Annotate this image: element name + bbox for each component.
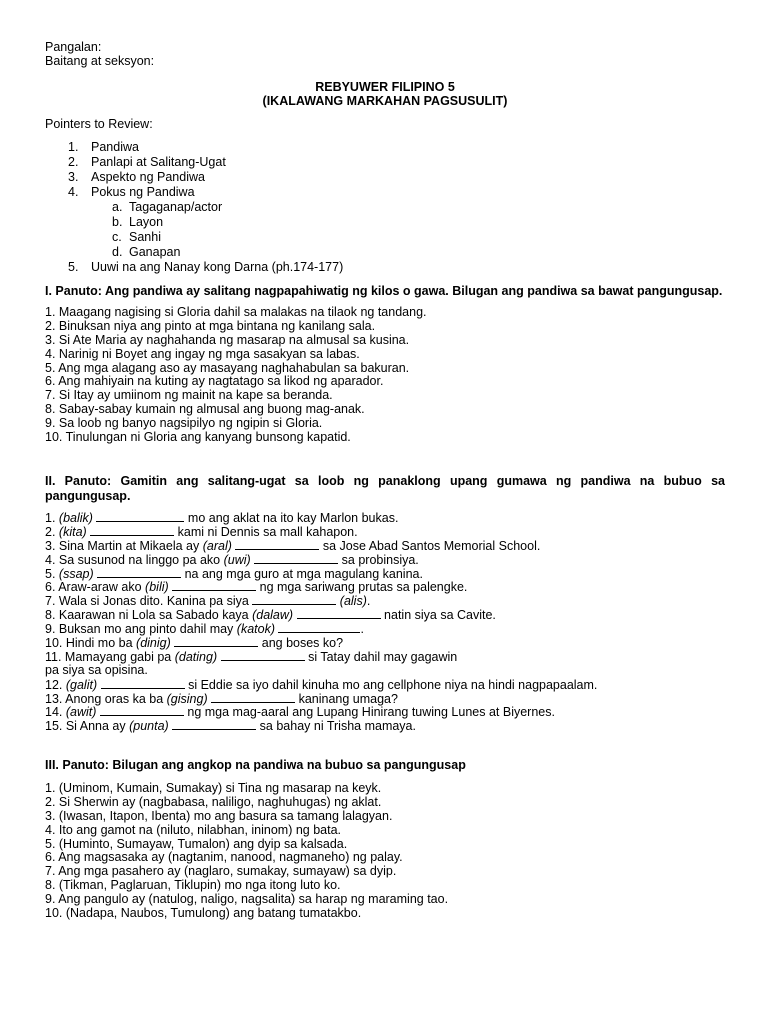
answer-blank[interactable] xyxy=(172,719,256,730)
list-item: 1. (balik) mo ang aklat na ito kay Marlon bukas. xyxy=(45,511,399,525)
sub-pointer-item: d. Ganapan xyxy=(112,245,181,259)
pointers-label: Pointers to Review: xyxy=(45,117,153,131)
section-3-items xyxy=(45,782,725,921)
list-item: 4. Sa susunod na linggo pa ako (uwi) sa probinsiya. xyxy=(45,552,419,567)
pointer-item: 4. Pokus ng Pandiwa xyxy=(68,185,195,199)
section-1-items xyxy=(45,306,725,445)
answer-blank[interactable] xyxy=(221,650,305,661)
list-item: 2. (kita) kami ni Dennis sa mall kahapon. xyxy=(45,524,358,539)
list-item: 12. (galit) si Eddie sa iyo dahil kinuha mo ang cellphone niya na hindi nagpapaalam. xyxy=(45,677,598,692)
answer-blank[interactable] xyxy=(90,525,174,536)
answer-blank[interactable] xyxy=(278,622,360,633)
answer-blank[interactable] xyxy=(172,580,256,591)
list-item: 9. Buksan mo ang pinto dahil may (katok) . xyxy=(45,622,364,637)
title-line-1: REBYUWER FILIPINO 5 xyxy=(315,80,455,94)
answer-blank[interactable] xyxy=(97,567,181,578)
list-item: 1. (Uminom, Kumain, Sumakay) si Tina ng masarap na keyk. xyxy=(45,781,382,795)
list-item: 5. (ssap) na ang mga guro at mga magulang kanina. xyxy=(45,566,423,581)
list-item: 7. Wala si Jonas dito. Kanina pa siya (alis). xyxy=(45,594,371,609)
list-item: 7. Ang mga pasahero ay (naglaro, sumakay, sumayaw) sa dyip. xyxy=(45,864,397,879)
list-item: 6. Ang mahiyain na kuting ay nagtatago sa likod ng aparador. xyxy=(45,374,384,389)
section-2 xyxy=(45,474,725,733)
list-item: 4. Ito ang gamot na (niluto, nilabhan, ininom) ng bata. xyxy=(45,822,342,837)
list-item: 3. Si Ate Maria ay naghahanda ng masarap na almusal sa kusina. xyxy=(45,332,410,347)
pointer-item: 1. Pandiwa xyxy=(68,140,139,154)
student-info xyxy=(45,40,725,68)
answer-blank[interactable] xyxy=(297,608,381,619)
title-line-2: (IKALAWANG MARKAHAN PAGSUSULIT) xyxy=(262,94,508,108)
answer-blank[interactable] xyxy=(174,636,258,647)
pointer-item: 5. Uuwi na ang Nanay kong Darna (ph.174-177) xyxy=(68,260,344,274)
list-item: 4. Narinig ni Boyet ang ingay ng mga sasakyan sa labas. xyxy=(45,346,360,361)
list-item: 1. Maagang nagising si Gloria dahil sa malakas na tilaok ng tandang. xyxy=(45,305,427,319)
answer-blank[interactable] xyxy=(254,553,338,564)
section-3-instruction: III. Panuto: Bilugan ang angkop na pandiwa na bubuo sa pangungusap xyxy=(45,758,466,772)
sub-pointer-item: b. Layon xyxy=(112,215,164,229)
section-1-instruction: I. Panuto: Ang pandiwa ay salitang nagpapahiwatig ng kilos o gawa. Bilugan ang pandiwa sa bawat pangungusap. xyxy=(45,284,723,298)
list-item: 15. Si Anna ay (punta) sa bahay ni Trisha mamaya. xyxy=(45,719,416,734)
list-item: 8. Sabay-sabay kumain ng almusal ang buong mag-anak. xyxy=(45,402,365,417)
list-item: 7. Si Itay ay umiinom ng mainit na kape sa beranda. xyxy=(45,388,333,403)
list-item: 2. Binuksan niya ang pinto at mga bintana ng kanilang sala. xyxy=(45,318,376,333)
pointers-list xyxy=(45,140,725,275)
list-item: 5. Ang mga alagang aso ay masayang naghahabulan sa bakuran. xyxy=(45,360,410,375)
answer-blank[interactable] xyxy=(100,705,184,716)
pointers-heading xyxy=(45,117,725,131)
list-item: 10. Tinulungan ni Gloria ang kanyang bunsong kapatid. xyxy=(45,430,351,445)
list-item: 6. Ang magsasaka ay (nagtanim, nanood, nagmaneho) ng palay. xyxy=(45,850,403,865)
pointer-item: 2. Panlapi at Salitang-Ugat xyxy=(68,155,226,169)
list-item: 6. Araw-araw ako (bili) ng mga sariwang prutas sa palengke. xyxy=(45,580,468,595)
list-item: 13. Anong oras ka ba (gising) kaninang umaga? xyxy=(45,691,398,706)
sub-pointer-item: a. Tagaganap/actor xyxy=(112,200,223,214)
section-3 xyxy=(45,758,725,921)
list-item: 2. Si Sherwin ay (nagbabasa, naliligo, naghuhugas) ng aklat. xyxy=(45,794,382,809)
list-item: 14. (awit) ng mga mag-aaral ang Lupang Hinirang tuwing Lunes at Biyernes. xyxy=(45,705,555,720)
list-item: 8. Kaarawan ni Lola sa Sabado kaya (dalaw) natin siya sa Cavite. xyxy=(45,608,496,623)
answer-blank[interactable] xyxy=(252,594,336,605)
list-item: 8. (Tikman, Paglaruan, Tiklupin) mo nga itong luto ko. xyxy=(45,878,341,893)
list-item-continuation: pa siya sa opisina. xyxy=(45,662,148,677)
list-item: 5. (Huminto, Sumayaw, Tumalon) ang dyip sa kalsada. xyxy=(45,836,348,851)
section-2-items xyxy=(45,511,725,733)
sub-pointer-item: c. Sanhi xyxy=(112,230,161,244)
name-label: Pangalan: xyxy=(45,40,102,54)
list-item: 3. (Iwasan, Itapon, Ibenta) mo ang basura sa tamang lalagyan. xyxy=(45,808,393,823)
answer-blank[interactable] xyxy=(101,678,185,689)
list-item: 11. Mamayang gabi pa (dating) si Tatay dahil may gagawin xyxy=(45,649,458,664)
pointer-item: 3. Aspekto ng Pandiwa xyxy=(68,170,205,184)
list-item: 9. Sa loob ng banyo nagsipilyo ng ngipin si Gloria. xyxy=(45,416,323,431)
document-title xyxy=(45,80,725,108)
answer-blank[interactable] xyxy=(96,511,184,522)
list-item: 9. Ang pangulo ay (natulog, naligo, nagsalita) sa harap ng maraming tao. xyxy=(45,892,449,907)
list-item: 10. Hindi mo ba (dinig) ang boses ko? xyxy=(45,636,344,651)
answer-blank[interactable] xyxy=(235,539,319,550)
section-1 xyxy=(45,284,725,445)
answer-blank[interactable] xyxy=(211,692,295,703)
grade-section-label: Baitang at seksyon: xyxy=(45,54,155,68)
section-2-instruction: II. Panuto: Gamitin ang salitang-ugat sa loob ng panaklong upang gumawa ng pandiwa na bubuo sa pangungusap. xyxy=(45,474,725,503)
list-item: 3. Sina Martin at Mikaela ay (aral) sa Jose Abad Santos Memorial School. xyxy=(45,538,541,553)
list-item: 10. (Nadapa, Naubos, Tumulong) ang batang tumatakbo. xyxy=(45,906,362,921)
